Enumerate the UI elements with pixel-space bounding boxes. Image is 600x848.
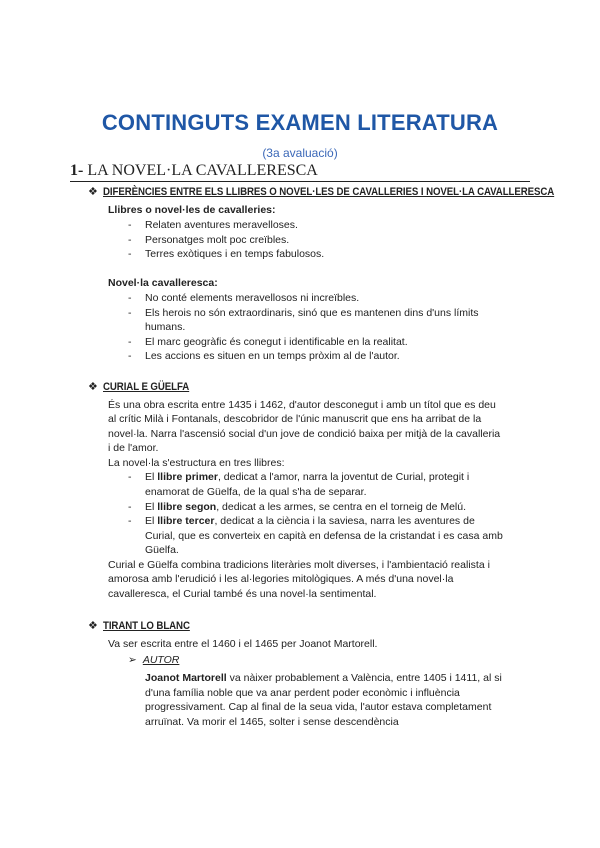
list-item: Els herois no són extraordinaris, sinó que es mantenen dins d'uns límits [145, 307, 479, 319]
paragraph-line: i de l'amor. [108, 442, 159, 454]
autor-heading [128, 654, 179, 666]
book-item-continuation: Güelfa. [145, 544, 179, 556]
book-item-pre: El [145, 515, 158, 527]
subsection-title: DIFERÈNCIES ENTRE ELS LLIBRES O NOVEL·LES DE CAVALLERIES I NOVEL·LA CAVALLERESCA [102, 185, 555, 198]
dash-bullet-icon: - [128, 292, 132, 304]
book-item-name: llibre segon [157, 501, 217, 513]
subsection-title: TIRANT LO BLANC [102, 619, 190, 632]
group-title: Novel·la cavalleresca: [108, 277, 218, 289]
diamond-bullet-icon: ❖ [88, 186, 98, 198]
book-item-post: , dedicat a l'amor, narra la joventut de Curial, protegit i [217, 471, 470, 483]
paragraph-line: Va ser escrita entre el 1460 i el 1465 per Joanot Martorell. [108, 638, 378, 650]
dash-bullet-icon: - [128, 501, 132, 513]
list-item: El marc geogràfic és conegut i identificable en la realitat. [145, 336, 408, 348]
paragraph-line: progressivament. Cap al final de la seua vida, l'autor estava completament [145, 701, 492, 713]
book-item [145, 470, 469, 484]
dash-bullet-icon: - [128, 234, 132, 246]
list-item-continuation: humans. [145, 321, 186, 333]
paragraph-line: Curial e Güelfa combina tradicions literàries molt diverses, i l'ambientació realista i [108, 559, 490, 571]
dash-bullet-icon: - [128, 307, 132, 319]
dash-bullet-icon: - [128, 471, 132, 483]
section-label: LA NOVEL·LA CAVALLERESCA [87, 162, 318, 179]
list-item: Les accions es situen en un temps pròxim al de l'autor. [145, 350, 400, 362]
book-item-post: , dedicat a la ciència i la saviesa, narra les aventures de [214, 515, 475, 527]
page-title: CONTINGUTS EXAMEN LITERATURA [101, 110, 499, 135]
section-underline [70, 181, 530, 182]
book-item-pre: El [145, 471, 158, 483]
paragraph-line [145, 671, 502, 685]
list-item: Terres exòtiques i en temps fabulosos. [145, 248, 325, 260]
paragraph-line: amorosa amb l'erudició i les al·legories mitològiques. A més d'una novel·la [108, 573, 454, 585]
dash-bullet-icon: - [128, 336, 132, 348]
subsection-heading-curial [88, 380, 201, 393]
list-item: Personatges molt poc creïbles. [145, 234, 290, 246]
diamond-bullet-icon: ❖ [88, 620, 98, 632]
subsection-heading-tirant [88, 619, 202, 632]
author-text: va nàixer probablement a València, entre 1405 i 1411, al si [226, 672, 502, 684]
book-item-post: , dedicat a les armes, se centra en el torneig de Melú. [216, 501, 467, 513]
book-item-pre: El [145, 501, 158, 513]
book-item-name: llibre primer [157, 471, 218, 483]
list-item: Relaten aventures meravelloses. [145, 219, 298, 231]
dash-bullet-icon: - [128, 248, 132, 260]
book-item-continuation: Curial, que es converteix en capità en defensa de la cristandat i es casa amb [145, 530, 503, 542]
group-title: Llibres o novel·les de cavalleries: [108, 204, 276, 216]
book-item-name: llibre tercer [157, 515, 215, 527]
author-name: Joanot Martorell [145, 672, 227, 684]
paragraph-line: al crític Milà i Fontanals, descobridor de l'únic manuscrit que ens ha arribat de la [108, 413, 482, 425]
subsection-title: CURIAL E GÜELFA [102, 380, 190, 393]
paragraph-line: arruïnat. Va morir el 1465, solter i sense descendència [145, 716, 399, 728]
book-item [145, 514, 475, 528]
paragraph-line: novel·la. Narra l'ascensió social d'un jove de condició baixa per mitjà de la cavalleria [108, 428, 501, 440]
subsection-heading-differences [88, 185, 600, 198]
page-subtitle: (3a avaluació) [262, 146, 338, 160]
paragraph-line: És una obra escrita entre 1435 i 1462, d'autor desconegut i amb un títol que es deu [108, 399, 496, 411]
book-item-continuation: enamorat de Güelfa, de la qual s'ha de separar. [145, 486, 367, 498]
paragraph-line: d'una família noble que va anar perdent poder econòmic i influència [145, 687, 460, 699]
section-number: 1- [70, 162, 84, 179]
dash-bullet-icon: - [128, 350, 132, 362]
dash-bullet-icon: - [128, 515, 132, 527]
list-item: No conté elements meravellosos ni increïbles. [145, 292, 360, 304]
section-heading [70, 162, 318, 180]
autor-label: AUTOR [142, 654, 180, 666]
dash-bullet-icon: - [128, 219, 132, 231]
arrow-bullet-icon: ➢ [128, 654, 137, 666]
book-item [145, 500, 466, 514]
diamond-bullet-icon: ❖ [88, 381, 98, 393]
paragraph-line: cavalleresca, el Curial també és una novel·la sentimental. [108, 588, 377, 600]
paragraph-line: La novel·la s'estructura en tres llibres: [108, 457, 285, 469]
